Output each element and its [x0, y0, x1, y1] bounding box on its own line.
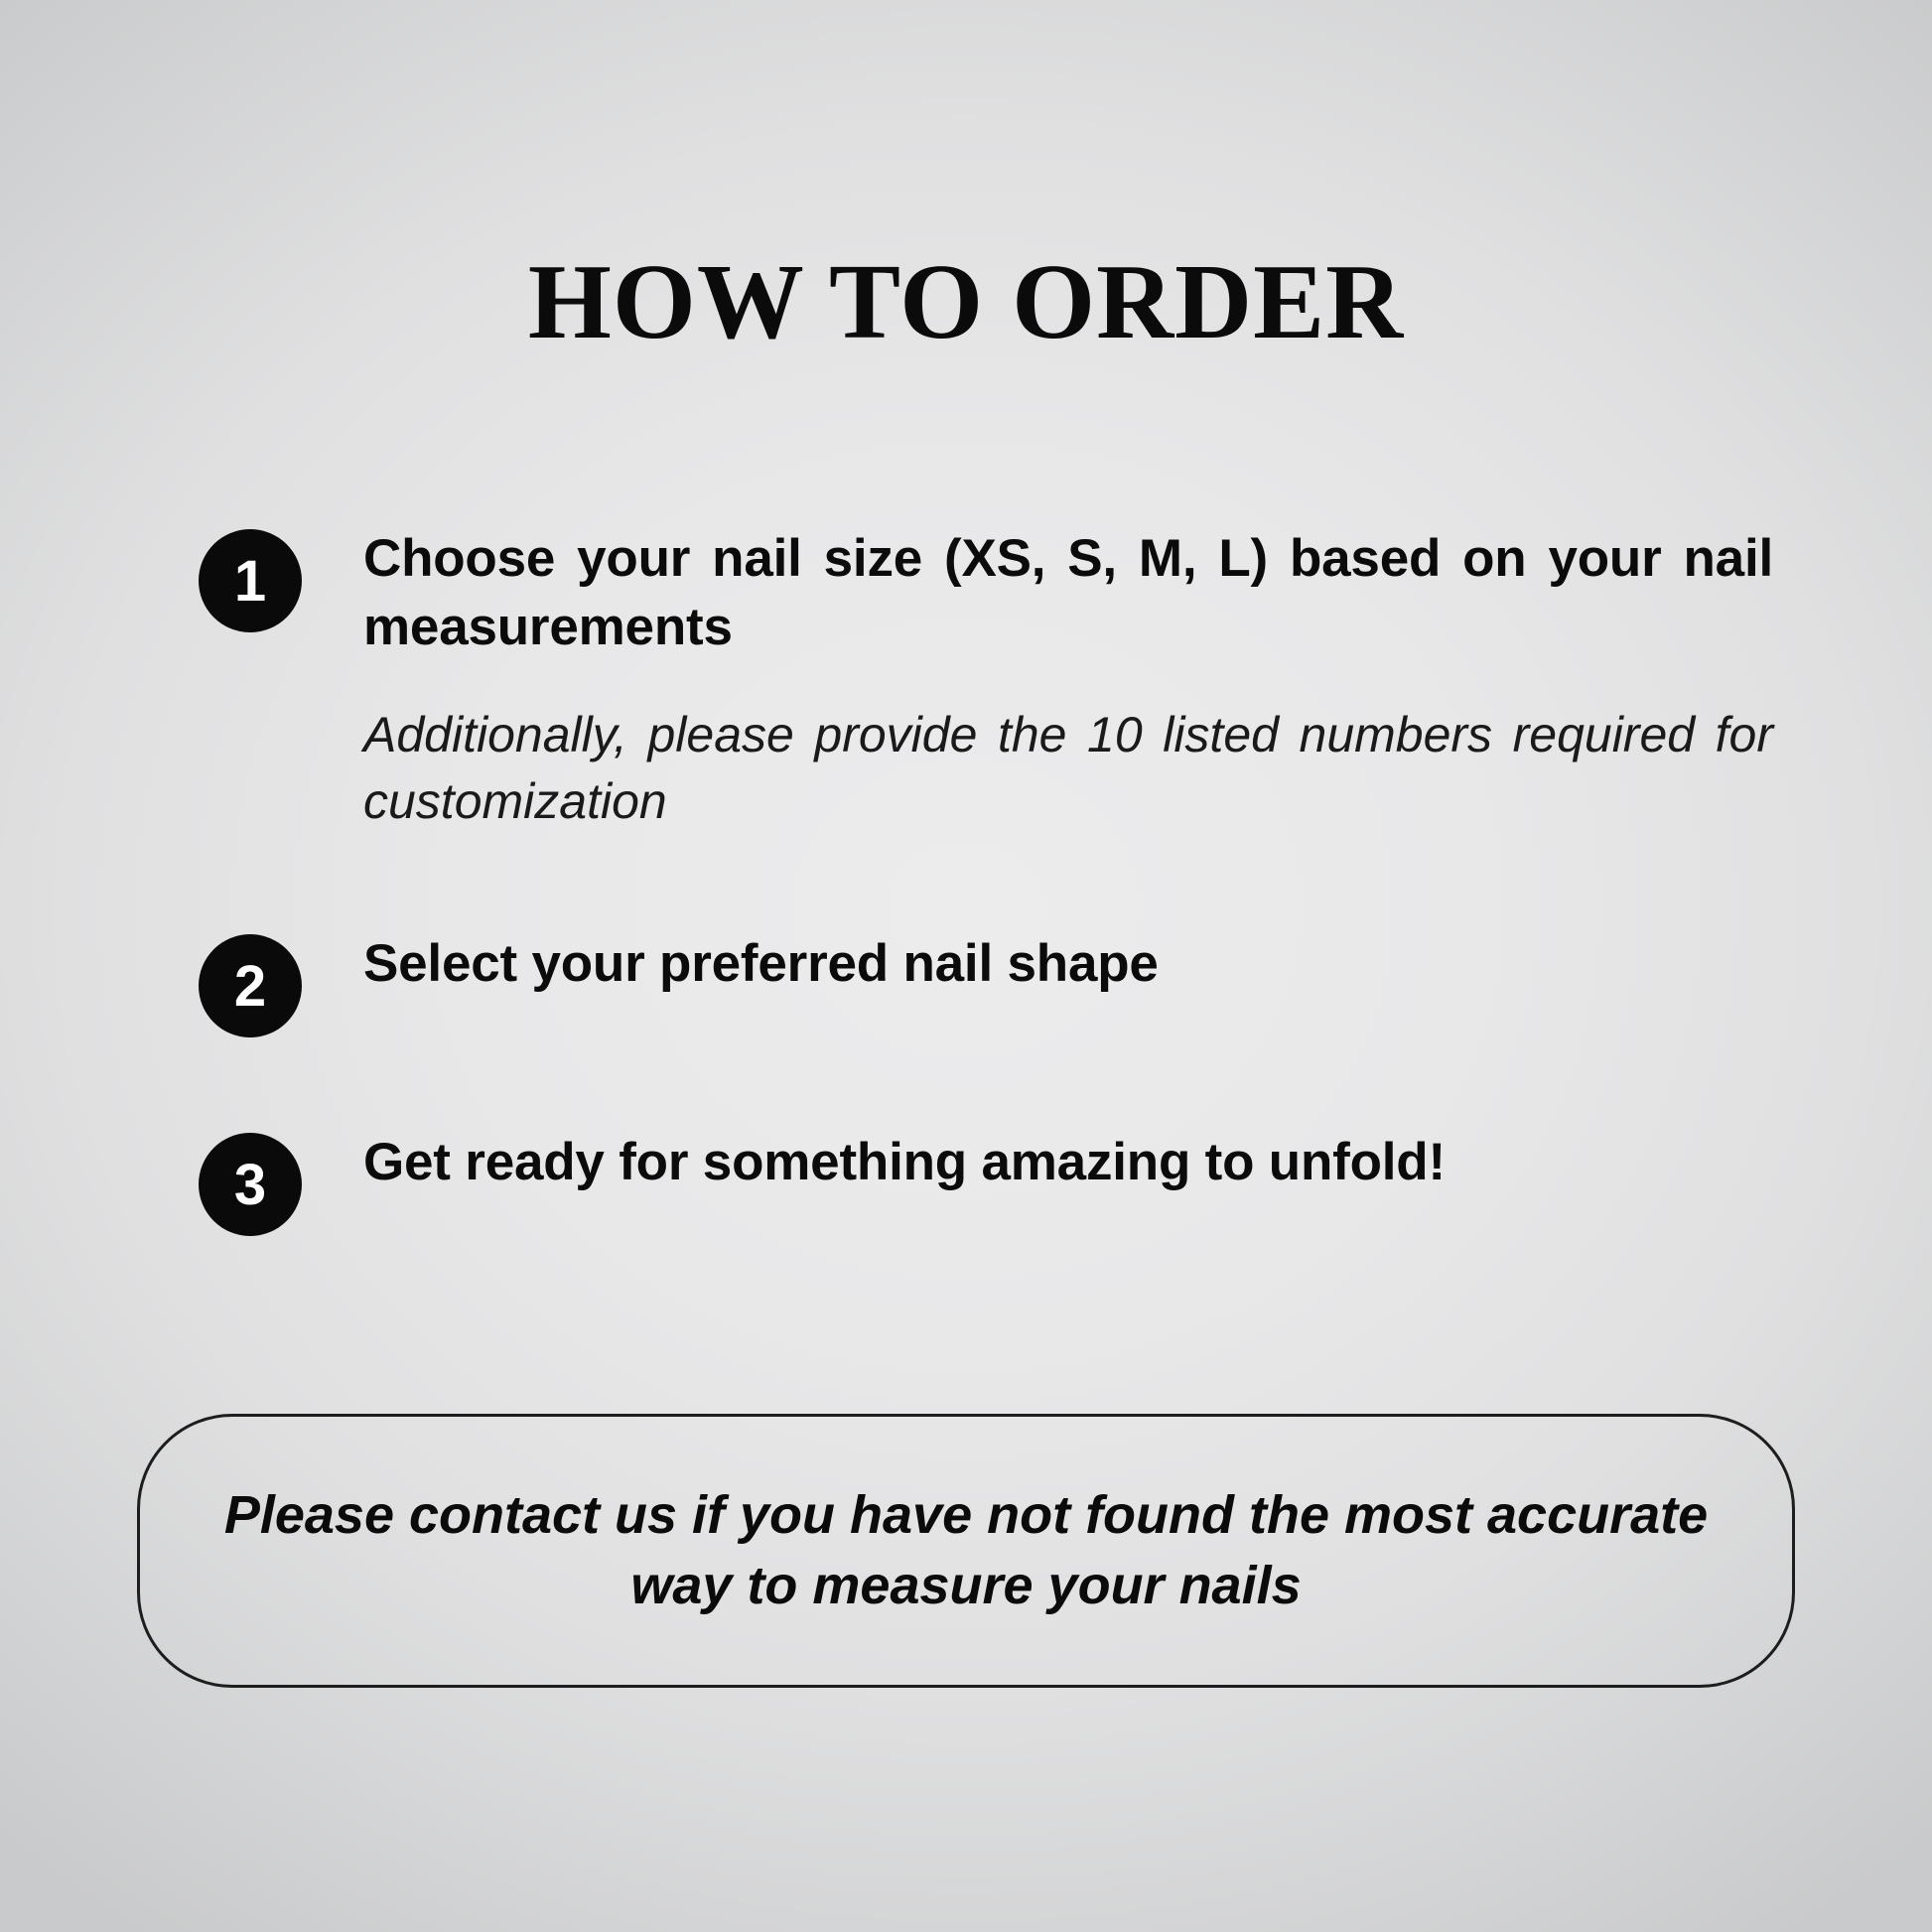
page-title: HOW TO ORDER: [527, 243, 1405, 361]
list-item: [199, 1129, 1773, 1236]
list-item: [199, 525, 1773, 662]
step-number-badge: 2: [199, 934, 302, 1037]
contact-text: Please contact us if you have not found the most accurate way to measure your nails: [223, 1484, 1709, 1615]
step-text: Get ready for something amazing to unfold!: [363, 1133, 1446, 1192]
step-note: Additionally, please provide the 10 listed numbers required for customization: [363, 707, 1773, 830]
step-number-badge: 3: [199, 1133, 302, 1236]
contact-callout: [137, 1414, 1795, 1688]
steps-list: [0, 525, 1932, 1236]
step-number-badge: 1: [199, 529, 302, 632]
step-text: Select your preferred nail shape: [363, 934, 1159, 994]
step-text: Choose your nail size (XS, S, M, L) based on your nail measurements: [363, 529, 1773, 657]
list-item: [199, 930, 1773, 1037]
